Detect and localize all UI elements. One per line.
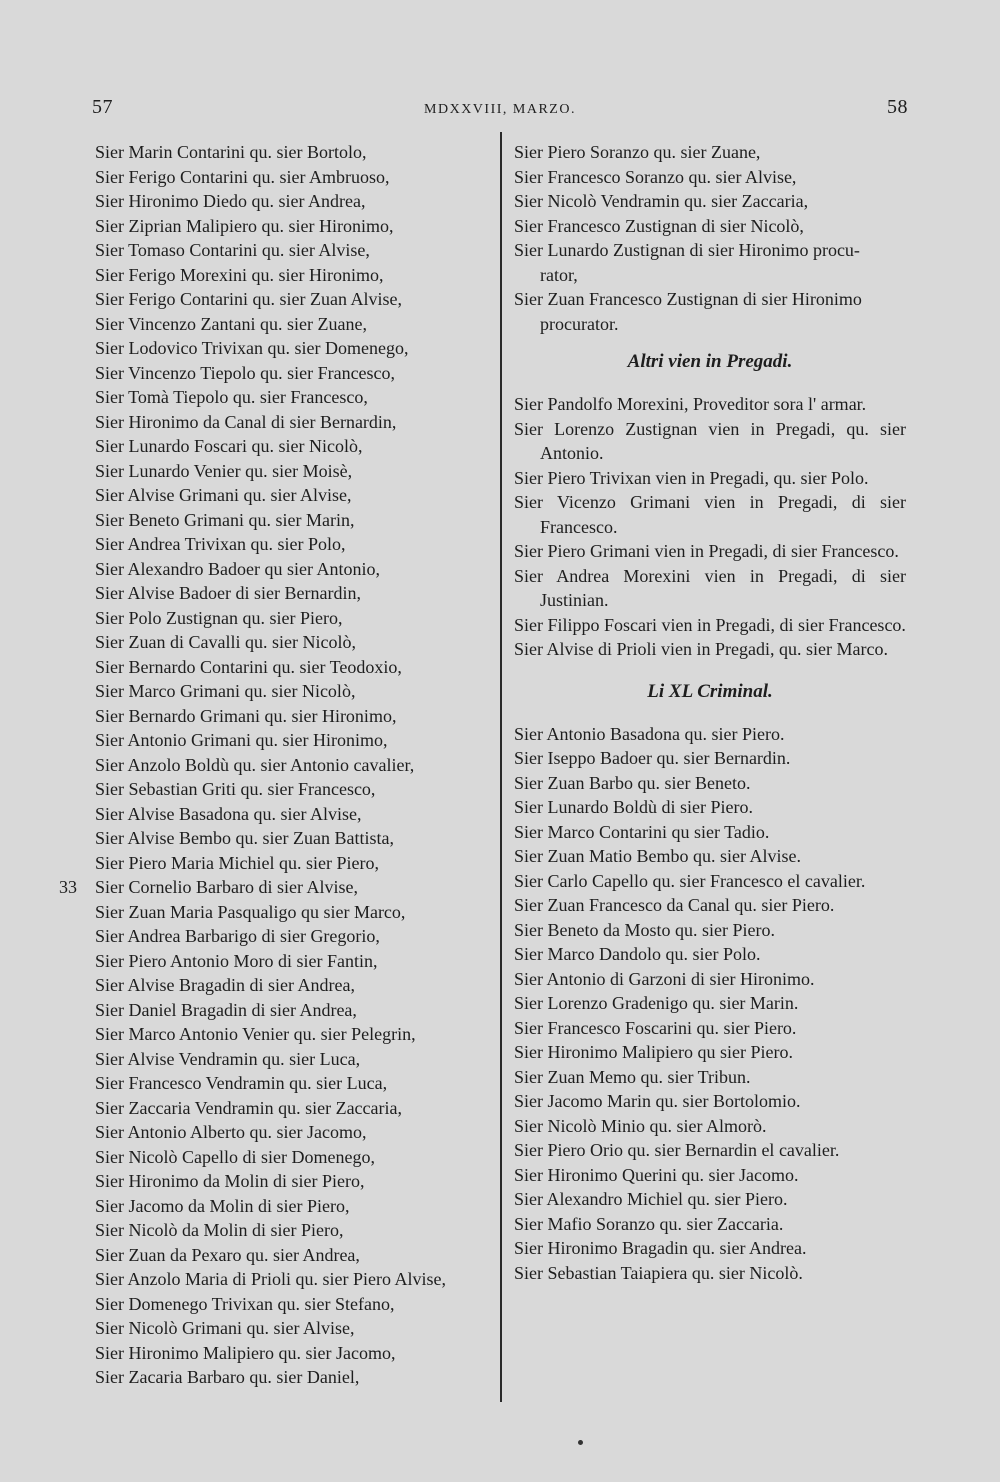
text-line: rator, <box>540 264 578 285</box>
text-line: Sier Zuan Matio Bembo qu. sier Alvise. <box>514 846 801 866</box>
text-line: Sier Jacomo da Molin di sier Piero, <box>95 1195 350 1216</box>
text-line: Sier Domenego Trivixan qu. sier Stefano, <box>95 1293 395 1314</box>
text-line: Sier Zuan Barbo qu. sier Beneto. <box>514 772 751 793</box>
text-line: Sier Francesco Vendramin qu. sier Luca, <box>95 1073 388 1093</box>
text-line: Sier Polo Zustignan qu. sier Piero, <box>95 607 343 628</box>
text-line: Sier Alvise Basadona qu. sier Alvise, <box>95 803 362 824</box>
text-line: Sier Zuan da Pexaro qu. sier Andrea, <box>95 1244 360 1265</box>
text-line: Sier Piero Soranzo qu. sier Zuane, <box>514 142 761 162</box>
intro-list <box>514 140 906 336</box>
text-line: Sier Lorenzo Zustignan vien in Pregadi, qu. sier Antonio. <box>514 418 906 463</box>
column-divider <box>500 132 502 1402</box>
text-line: Sier Hironimo Malipiero qu sier Piero. <box>514 1042 793 1062</box>
text-line: Sier Marin Contarini qu. sier Bortolo, <box>95 142 367 162</box>
text-line-with-margin-number <box>59 875 485 900</box>
left-page-number: 57 <box>92 96 113 118</box>
criminal-list <box>514 722 906 1286</box>
text-line: Sier Andrea Trivixan qu. sier Polo, <box>95 534 346 554</box>
text-line: Sier Marco Antonio Venier qu. sier Pelegrin, <box>95 1024 416 1044</box>
text-line: Sier Vicenzo Grimani vien in Pregadi, di sier Francesco. <box>514 492 906 537</box>
text-line: Sier Beneto da Mosto qu. sier Piero. <box>514 919 775 940</box>
text-line: Sier Zuan Memo qu. sier Tribun. <box>514 1066 751 1087</box>
text-line: Sier Alvise Bembo qu. sier Zuan Battista, <box>95 828 394 848</box>
text-line: Sier Lodovico Trivixan qu. sier Domenego, <box>95 338 409 358</box>
text-line: Sier Alvise Grimani qu. sier Alvise, <box>95 485 352 505</box>
text-line: Sier Ferigo Contarini qu. sier Ambruoso, <box>95 166 390 187</box>
text-line: Sier Piero Antonio Moro di sier Fantin, <box>95 950 378 971</box>
text-line: Sier Alexandro Michiel qu. sier Piero. <box>514 1189 788 1209</box>
text-line: Sier Filippo Foscari vien in Pregadi, di sier Francesco. <box>514 614 906 635</box>
text-line: Sier Iseppo Badoer qu. sier Bernardin. <box>514 748 791 768</box>
text-line: Sier Marco Dandolo qu. sier Polo. <box>514 944 761 964</box>
text-line: Sier Pandolfo Morexini, Proveditor sora l' armar. <box>514 394 867 414</box>
text-line: Sier Marco Grimani qu. sier Nicolò, <box>95 681 356 701</box>
right-page-number: 58 <box>887 96 908 118</box>
text-line: Sier Piero Maria Michiel qu. sier Piero, <box>95 852 379 873</box>
text-line: Sier Alexandro Badoer qu sier Antonio, <box>95 558 380 579</box>
text-line: Sier Zuan Maria Pasqualigo qu sier Marco, <box>95 901 406 922</box>
text-line: Sier Alvise di Prioli vien in Pregadi, qu. sier Marco. <box>514 639 888 659</box>
text-line: Sier Zacaria Barbaro qu. sier Daniel, <box>95 1367 360 1387</box>
text-line: Sier Anzolo Boldù qu. sier Antonio cavalier, <box>95 754 415 775</box>
text-line: Sier Francesco Zustignan di sier Nicolò, <box>514 215 804 236</box>
text-line: Sier Hironimo Diedo qu. sier Andrea, <box>95 191 366 211</box>
text-line: Sier Piero Orio qu. sier Bernardin el cavalier. <box>514 1140 840 1160</box>
right-column <box>514 140 906 1285</box>
text-line: Sier Ferigo Contarini qu. sier Zuan Alvise, <box>95 289 402 309</box>
margin-number: 33 <box>59 877 77 897</box>
text-line: procurator. <box>540 313 619 334</box>
text-line: Sier Lunardo Venier qu. sier Moisè, <box>95 460 353 481</box>
text-line: Sier Zaccaria Vendramin qu. sier Zaccaria, <box>95 1097 403 1118</box>
text-line: Sier Beneto Grimani qu. sier Marin, <box>95 509 355 530</box>
text-line: Sier Cornelio Barbaro di sier Alvise, <box>95 877 358 897</box>
text-line: Sier Francesco Soranzo qu. sier Alvise, <box>514 166 797 187</box>
text-line: Sier Lunardo Foscari qu. sier Nicolò, <box>95 436 363 456</box>
section-heading-criminal: Li XL Criminal. <box>647 680 773 702</box>
left-column <box>59 140 485 1390</box>
text-line: Sier Tomà Tiepolo qu. sier Francesco, <box>95 387 368 407</box>
running-title: MDXXVIII, MARZO. <box>424 102 576 117</box>
text-line: Sier Francesco Foscarini qu. sier Piero. <box>514 1017 797 1038</box>
text-line: Sier Zuan di Cavalli qu. sier Nicolò, <box>95 632 356 652</box>
text-line: Sier Alvise Vendramin qu. sier Luca, <box>95 1048 361 1069</box>
text-line: Sier Andrea Barbarigo di sier Gregorio, <box>95 926 380 946</box>
text-line: Sier Bernardo Grimani qu. sier Hironimo, <box>95 705 397 726</box>
text-line: Sier Nicolò Minio qu. sier Almorò. <box>514 1115 767 1136</box>
text-line: Sier Zuan Francesco Zustignan di sier Hironimo <box>514 289 862 309</box>
text-line: Sier Andrea Morexini vien in Pregadi, di sier Justinian. <box>514 565 906 610</box>
text-line: Sier Carlo Capello qu. sier Francesco el cavalier. <box>514 870 866 891</box>
text-line: Sier Antonio Alberto qu. sier Jacomo, <box>95 1122 367 1142</box>
text-line: Sier Sebastian Griti qu. sier Francesco, <box>95 779 376 799</box>
section-heading-pregadi: Altri vien in Pregadi. <box>627 351 793 372</box>
text-line: Sier Antonio Grimani qu. sier Hironimo, <box>95 730 388 750</box>
text-line: Sier Mafio Soranzo qu. sier Zaccaria. <box>514 1213 784 1234</box>
printer-mark <box>578 1440 583 1445</box>
text-line: Sier Lunardo Zustignan di sier Hironimo procu- <box>514 240 860 260</box>
text-line: Sier Nicolò Grimani qu. sier Alvise, <box>95 1318 355 1338</box>
text-line: Sier Anzolo Maria di Prioli qu. sier Piero Alvise, <box>95 1269 446 1289</box>
text-line: Sier Hironimo Bragadin qu. sier Andrea. <box>514 1238 807 1258</box>
text-line: Sier Jacomo Marin qu. sier Bortolomio. <box>514 1091 801 1111</box>
text-line: Sier Lorenzo Gradenigo qu. sier Marin. <box>514 993 799 1013</box>
text-line: Sier Nicolò Capello di sier Domenego, <box>95 1146 375 1167</box>
text-line: Sier Piero Grimani vien in Pregadi, di sier Francesco. <box>514 541 899 561</box>
text-line: Sier Hironimo Querini qu. sier Jacomo. <box>514 1164 799 1185</box>
text-line: Sier Nicolò Vendramin qu. sier Zaccaria, <box>514 191 809 211</box>
text-line: Sier Alvise Bragadin di sier Andrea, <box>95 975 355 995</box>
text-line: Sier Piero Trivixan vien in Pregadi, qu. sier Polo. <box>514 467 869 488</box>
text-line: Sier Antonio di Garzoni di sier Hironimo. <box>514 968 815 989</box>
text-line: Sier Ziprian Malipiero qu. sier Hironimo, <box>95 215 394 236</box>
text-line: Sier Lunardo Boldù di sier Piero. <box>514 797 753 817</box>
text-line: Sier Sebastian Taiapiera qu. sier Nicolò. <box>514 1262 803 1283</box>
text-line: Sier Antonio Basadona qu. sier Piero. <box>514 723 785 744</box>
text-line: Sier Daniel Bragadin di sier Andrea, <box>95 999 357 1020</box>
text-line: Sier Vincenzo Tiepolo qu. sier Francesco, <box>95 362 396 383</box>
text-line: Sier Zuan Francesco da Canal qu. sier Piero. <box>514 895 835 915</box>
text-line: Sier Nicolò da Molin di sier Piero, <box>95 1220 344 1240</box>
pregadi-list <box>514 392 906 662</box>
text-line: Sier Vincenzo Zantani qu. sier Zuane, <box>95 313 367 334</box>
text-line: Sier Marco Contarini qu sier Tadio. <box>514 821 770 842</box>
text-line: Sier Hironimo da Canal di sier Bernardin, <box>95 411 397 432</box>
text-line: Sier Ferigo Morexini qu. sier Hironimo, <box>95 264 384 285</box>
text-line: Sier Alvise Badoer di sier Bernardin, <box>95 583 361 603</box>
text-line: Sier Bernardo Contarini qu. sier Teodoxio, <box>95 656 402 677</box>
text-line: Sier Hironimo da Molin di sier Piero, <box>95 1171 365 1191</box>
text-line: Sier Tomaso Contarini qu. sier Alvise, <box>95 240 370 260</box>
text-line: Sier Hironimo Malipiero qu. sier Jacomo, <box>95 1342 396 1363</box>
